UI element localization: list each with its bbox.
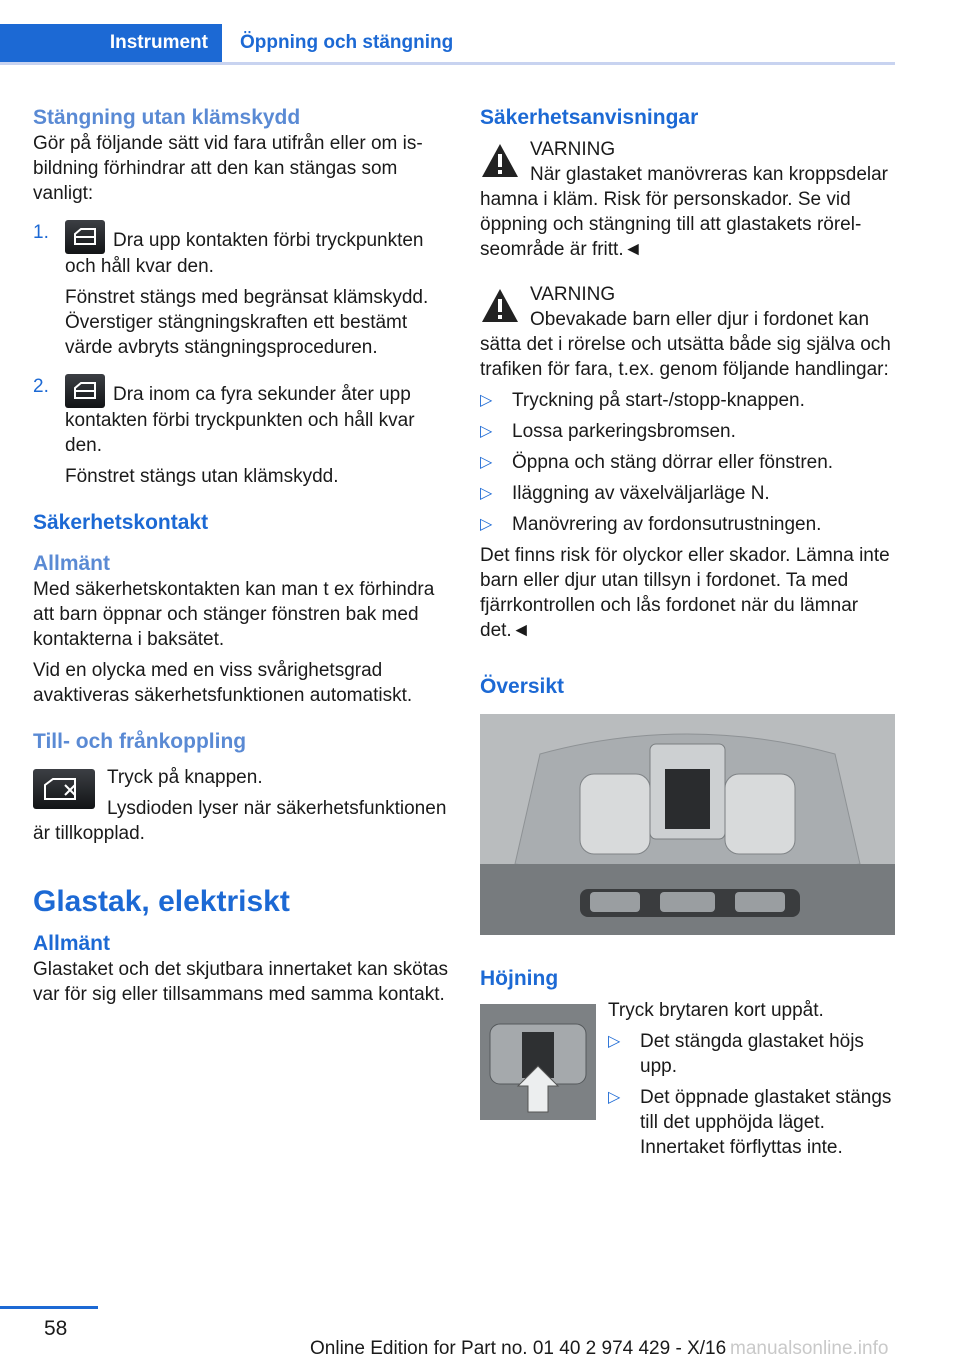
step-note: Fönstret stängs utan klämskydd. <box>65 466 339 487</box>
section-title-safety-notes: Säkerhetsanvisningar <box>480 106 699 129</box>
subsection-title-tilt: Höjning <box>480 967 559 990</box>
warning-text: Obevakade barn eller djur i fordonet kan sätta det i rörelse och utsätta både sig själva och trafiken för fara, t.ex. genom följande handlingar: <box>480 309 891 380</box>
warning-label: VARNING <box>530 284 616 305</box>
chapter-title-glass-roof: Glastak, elektriskt <box>33 885 290 918</box>
bullet-triangle-icon: ▷ <box>480 392 493 409</box>
bullet-triangle-icon: ▷ <box>480 454 493 471</box>
step-text: Dra inom ca fyra sekunder åter upp kontakten förbi tryckpunkten och håll kvar den. <box>65 384 415 456</box>
warning-triangle-icon <box>480 286 520 326</box>
watermark: manualsonline.info <box>730 1338 889 1359</box>
bullet-triangle-icon: ▷ <box>608 1089 621 1106</box>
warning-1 <box>480 137 895 262</box>
list-item: ▷ Tryckning på start-/stopp-knappen. <box>480 390 805 411</box>
list-item: ▷ Manövrering av fordonsutrustningen. <box>480 514 822 535</box>
section-title-overview: Översikt <box>480 675 565 698</box>
list-item: ▷ Öppna och stäng dörrar eller fönstren. <box>480 452 834 473</box>
tilt-switch-photo <box>480 1004 596 1120</box>
list-item: ▷ Det stängda glastaket höjs upp. <box>608 1031 864 1077</box>
step-text: Dra upp kontakten förbi tryckpunkten och håll kvar den. <box>65 230 424 277</box>
bullet-triangle-icon: ▷ <box>608 1033 621 1050</box>
header-tabbar <box>0 24 895 65</box>
edition-text: Online Edition for Part no. 01 40 2 974 429 - X/16 <box>310 1338 727 1359</box>
right-column <box>480 104 895 1160</box>
section-title-closing-no-pinch: Stängning utan klämskydd <box>33 106 301 129</box>
paragraph: Det finns risk för olyckor eller skador. Lämna inte barn eller djur utan tillsyn i fordonet. Ta med fjärrkontrollen och lås fordonet när du lämnar det.◄ <box>480 545 890 641</box>
bullet-triangle-icon: ▷ <box>480 485 493 502</box>
warning-text: När glastaket manövreras kan kroppsdelar hamna i kläm. Risk för personskador. Se vid öppning och stängning till att glastakets rörelseområde är fritt.◄ <box>480 164 889 260</box>
paragraph: Gör på följande sätt vid fara utifrån eller om isbildning förhindrar att den kan stängas som vanligt: <box>33 133 423 204</box>
subsection-title-general: Allmänt <box>33 552 111 575</box>
window-switch-icon <box>65 220 105 254</box>
tab-opening-closing[interactable]: Öppning och stängning <box>240 32 454 53</box>
paragraph: Glastaket och det skjutbara innertaket kan skötas var för sig eller tillsammans med samma kontakt. <box>33 959 449 1005</box>
step-2 <box>33 374 453 489</box>
step-note: Fönstret stängs med begränsat klämskydd. Överstiger stängningskraften ett bestämt värde avbryts stängningsproceduren. <box>65 287 429 358</box>
safety-switch-button-icon <box>33 769 95 809</box>
list-item: ▷ Det öppnade glastaket stängs till det upphöjda läget. Innertaket förflyttas inte. <box>608 1087 892 1158</box>
warning-triangle-icon <box>480 141 520 181</box>
footer-divider <box>0 1306 98 1309</box>
paragraph: Vid en olycka med en viss svårighetsgrad avaktiveras säkerhetsfunktionen automatiskt. <box>33 660 413 706</box>
left-column <box>33 104 453 1007</box>
subsection-title-general: Allmänt <box>33 932 111 955</box>
warning-2 <box>480 282 895 382</box>
subsection-title-on-off: Till- och frånkoppling <box>33 730 247 753</box>
paragraph: Tryck brytaren kort uppåt. <box>608 1000 824 1021</box>
bullet-triangle-icon: ▷ <box>480 516 493 533</box>
step-number: 1. <box>33 222 49 243</box>
section-title-safety-switch: Säkerhetskontakt <box>33 511 209 534</box>
list-item: ▷ Lossa parkeringsbromsen. <box>480 421 736 442</box>
paragraph: Tryck på knappen. <box>107 767 263 788</box>
warning-label: VARNING <box>530 139 616 160</box>
tilt-block <box>480 998 895 1160</box>
step-number: 2. <box>33 376 49 397</box>
list-item: ▷ Iläggning av växelväljarläge N. <box>480 483 770 504</box>
paragraph: Med säkerhetskontakten kan man t ex förhindra att barn öppnar och stänger fönstren bak med kontakterna i baksätet. <box>33 579 435 650</box>
step-1 <box>33 220 453 360</box>
roof-console-photo <box>480 714 895 935</box>
page-number: 58 <box>44 1317 68 1340</box>
window-switch-icon <box>65 374 105 408</box>
bullet-triangle-icon: ▷ <box>480 423 493 440</box>
paragraph: Lysdioden lyser när säkerhetsfunktionen är tillkopplad. <box>33 798 447 844</box>
tab-instrument[interactable]: Instrument <box>0 24 222 62</box>
safety-switch-block <box>33 765 453 846</box>
